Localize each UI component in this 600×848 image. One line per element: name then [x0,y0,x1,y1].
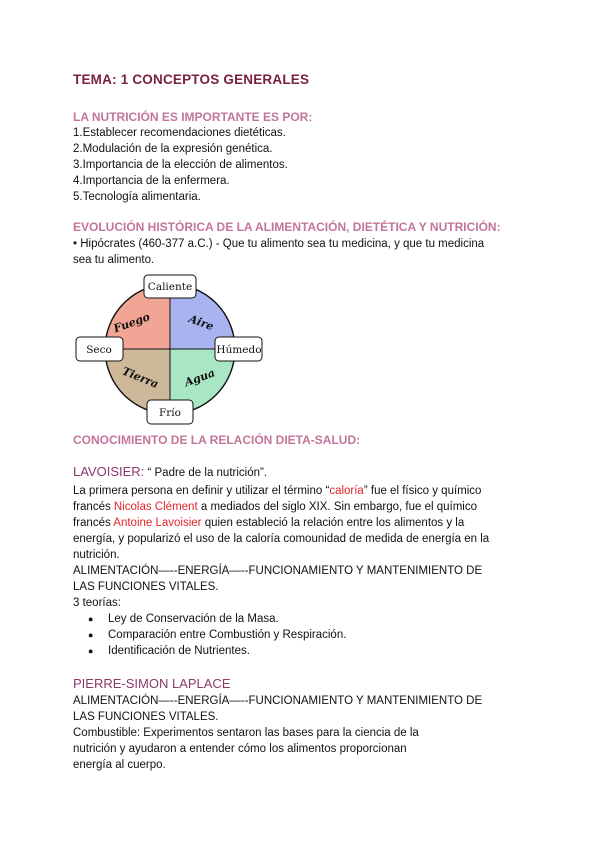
diet-health-heading: CONOCIMIENTO DE LA RELACIÓN DIETA-SALUD: [73,433,361,447]
lavoisier-line-5: nutrición. [73,549,120,561]
fuego-label: Fuego [111,310,152,336]
four-humors-diagram [73,270,273,430]
lavoisier-flow-2: LAS FUNCIONES VITALES. [73,581,219,593]
lavoisier-line-3: francés Antoine Lavoisier quien estableció la relación entre los alimentos y la [73,517,465,529]
list-item: ● Comparación entre Combustión y Respiración. [88,627,346,643]
nicolas-clement: Nicolas Clément [113,501,198,513]
laplace-line-1: Combustible: Experimentos sentaron las bases para la ciencia de la [73,727,419,739]
tierra-label: Tierra [120,364,161,391]
hippocrates-line-2: sea tu alimento. [73,254,155,266]
lavoisier-line-2: francés Nicolas Clément a mediados del siglo XIX. Sin embargo, fue el químico [73,501,478,513]
lavoisier-line-4: energía, y popularizó el uso de la caloría comounidad de medida de energía en la [73,533,490,545]
lavoisier-title-line [73,463,267,481]
seco-box: Seco [86,344,112,356]
importance-item-5: 5.Tecnología alimentaria. [73,191,201,203]
theories-list [88,611,346,659]
laplace-line-2: nutrición y ayudaron a entender cómo los alimentos proporcionan [73,743,407,755]
list-item: ● Identificación de Nutrientes. [88,643,346,659]
importance-item-1: 1.Establecer recomendaciones dietéticas. [73,127,286,139]
hippocrates-line-1: • Hipócrates (460-377 a.C.) - Que tu alimento sea tu medicina, y que tu medicina [73,238,485,250]
humedo-box: Húmedo [216,344,262,356]
frio-box: Frío [159,407,181,419]
theories-label: 3 teorías: [73,597,121,609]
lavoisier-flow-1: ALIMENTACIÓN—--ENERGÍA—--FUNCIONAMIENTO Y MANTENIMIENTO DE [73,565,483,577]
antoine-lavoisier: Antoine Lavoisier [113,517,202,529]
laplace-flow-2: LAS FUNCIONES VITALES. [73,711,219,723]
lavoisier-name: LAVOISIER: [73,464,145,479]
laplace-name: PIERRE-SIMON LAPLACE [73,676,231,691]
page-title: TEMA: 1 CONCEPTOS GENERALES [73,72,310,87]
nutrition-importance-heading: LA NUTRICIÓN ES IMPORTANTE ES POR: [73,110,313,124]
lavoisier-quote: “ Padre de la nutrición”. [144,467,268,479]
importance-item-3: 3.Importancia de la elección de alimentos. [73,159,288,171]
agua-label: Agua [182,366,217,390]
laplace-line-3: energía al cuerpo. [73,759,166,771]
caloria-term: caloría [329,485,364,497]
lavoisier-line-1: La primera persona en definir y utilizar el término “caloría” fue el físico y químico [73,485,482,497]
history-heading: EVOLUCIÓN HISTÓRICA DE LA ALIMENTACIÓN, DIETÉTICA Y NUTRICIÓN: [73,220,501,234]
caliente-box: Caliente [147,281,193,293]
importance-item-4: 4.Importancia de la enfermera. [73,175,230,187]
laplace-flow-1: ALIMENTACIÓN—--ENERGÍA—--FUNCIONAMIENTO Y MANTENIMIENTO DE [73,695,483,707]
list-item: ● Ley de Conservación de la Masa. [88,611,346,627]
importance-item-2: 2.Modulación de la expresión genética. [73,143,273,155]
aire-label: Aire [186,312,216,334]
